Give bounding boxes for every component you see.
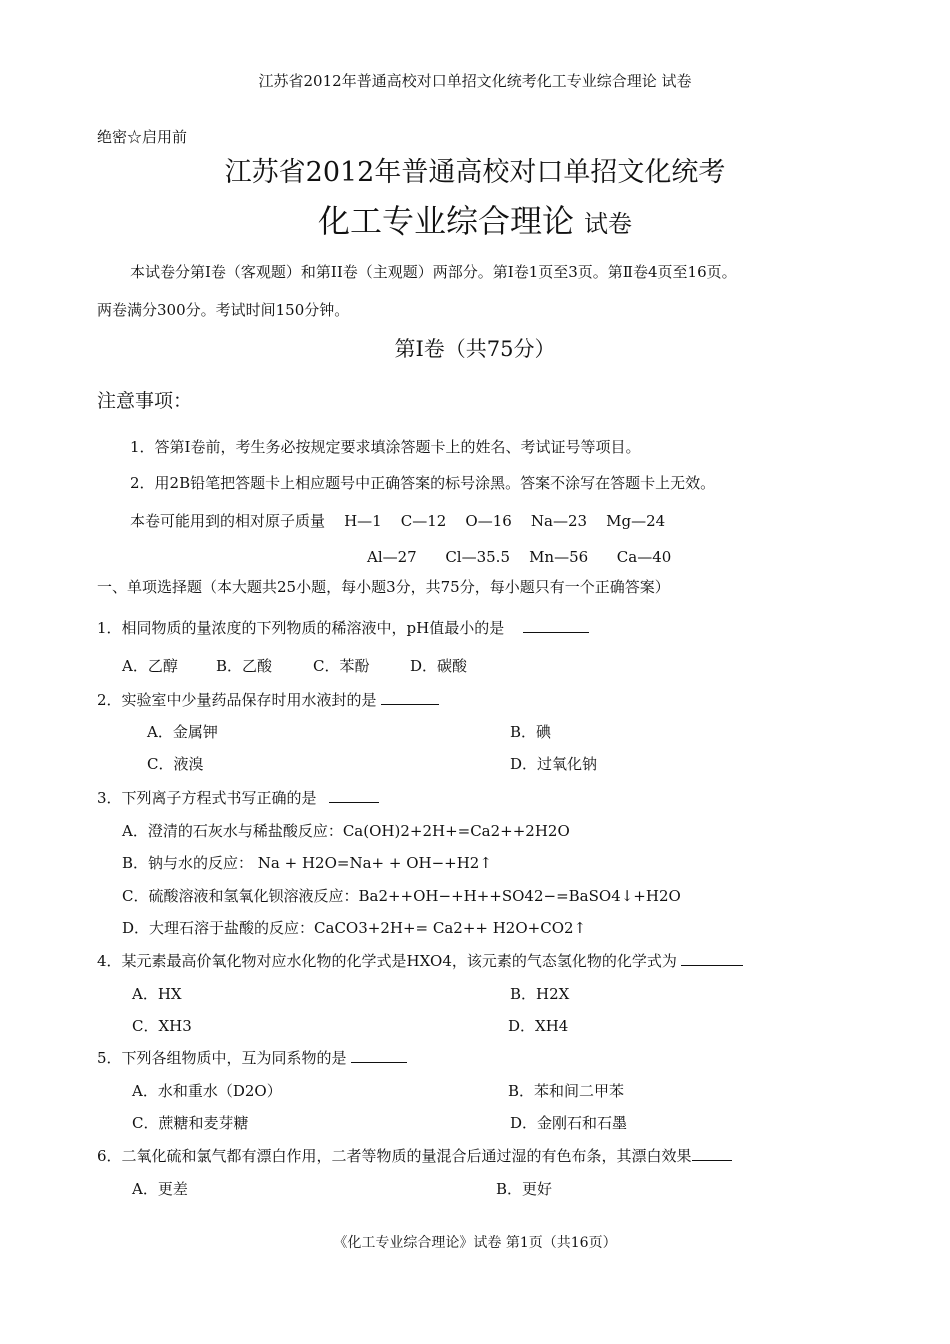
atomic-mass-values-2: Al—27 Cl—35.5 Mn—56 Ca—40	[367, 548, 672, 566]
option: B．苯和间二甲苯	[508, 1082, 625, 1100]
option: C．苯酚	[313, 657, 370, 675]
option: D．大理石溶于盐酸的反应：CaCO3+2H+= Ca2++ H2O+CO2↑	[122, 919, 587, 937]
page-header: 江苏省2012年普通高校对口单招文化统考化工专业综合理论 试卷	[258, 72, 692, 90]
exam-title: 江苏省2012年普通高校对口单招文化统考	[224, 157, 726, 188]
option: C．XH3	[132, 1017, 192, 1035]
exam-subject-title	[0, 196, 950, 242]
question-stem: 6．二氧化硫和氯气都有漂白作用，二者等物质的量混合后通过湿的有色布条，其漂白效果	[97, 1145, 732, 1166]
subject-suffix: 试卷	[584, 210, 632, 238]
subject-name: 化工专业综合理论	[317, 202, 574, 240]
question-stem: 3．下列离子方程式书写正确的是	[97, 787, 379, 808]
intro-paragraph-line2: 两卷满分300分。考试时间150分钟。	[97, 301, 350, 319]
option: B．H2X	[510, 985, 570, 1003]
atomic-mass-line	[130, 510, 665, 531]
option: A．澄清的石灰水与稀盐酸反应：Ca(OH)2+2H+=Ca2++2H2O	[122, 822, 570, 840]
question-stem: 4．某元素最高价氧化物对应水化物的化学式是HXO4，该元素的气态氢化物的化学式为	[97, 950, 743, 971]
notice-item: 2．用2B铅笔把答题卡上相应题号中正确答案的标号涂黑。答案不涂写在答题卡上无效。	[130, 474, 716, 492]
option: A．HX	[132, 985, 182, 1003]
option: B．乙酸	[216, 657, 273, 675]
answer-blank	[329, 788, 379, 803]
answer-blank	[523, 618, 589, 633]
answer-blank	[381, 690, 439, 705]
option: D．XH4	[508, 1017, 569, 1035]
part-title: 第I卷（共75分）	[394, 337, 556, 361]
notice-item: 1．答第I卷前，考生务必按规定要求填涂答题卡上的姓名、考试证号等项目。	[130, 438, 641, 456]
atomic-mass-label: 本卷可能用到的相对原子质量	[130, 512, 326, 530]
option: A．乙醇	[122, 657, 178, 675]
option: B．钠与水的反应： Na + H2O=Na+ + OH−+H2↑	[122, 854, 492, 872]
section-title: 一、单项选择题（本大题共25小题，每小题3分，共75分，每小题只有一个正确答案）	[97, 578, 670, 596]
answer-blank	[681, 951, 743, 966]
notice-title: 注意事项：	[97, 390, 193, 412]
option: B．碘	[510, 723, 552, 741]
secret-label: 绝密☆启用前	[97, 128, 188, 146]
option: A．水和重水（D2O）	[132, 1082, 282, 1100]
option: A．金属钾	[147, 723, 218, 741]
answer-blank	[692, 1146, 732, 1161]
question-stem: 1．相同物质的量浓度的下列物质的稀溶液中，pH值最小的是	[97, 617, 589, 638]
page-footer: 《化工专业综合理论》试卷 第1页（共16页）	[333, 1235, 617, 1251]
option: B．更好	[496, 1180, 553, 1198]
question-stem: 5．下列各组物质中，互为同系物的是	[97, 1047, 407, 1068]
option: D．过氧化钠	[510, 755, 598, 773]
option: C．硫酸溶液和氢氧化钡溶液反应：Ba2++OH−+H++SO42−=BaSO4↓+H2O	[122, 887, 681, 905]
option: D．金刚石和石墨	[510, 1114, 628, 1132]
atomic-mass-values: H—1 C—12 O—16 Na—23 Mg—24	[344, 512, 666, 530]
option: D．碳酸	[410, 657, 468, 675]
option: C．液溴	[147, 755, 204, 773]
option: C．蔗糖和麦芽糖	[132, 1114, 249, 1132]
intro-paragraph-line1: 本试卷分第I卷（客观题）和第II卷（主观题）两部分。第I卷1页至3页。第Ⅱ卷4页至16页。	[130, 263, 737, 281]
option: A．更差	[132, 1180, 188, 1198]
question-stem: 2．实验室中少量药品保存时用水液封的是	[97, 689, 439, 710]
answer-blank	[351, 1048, 407, 1063]
